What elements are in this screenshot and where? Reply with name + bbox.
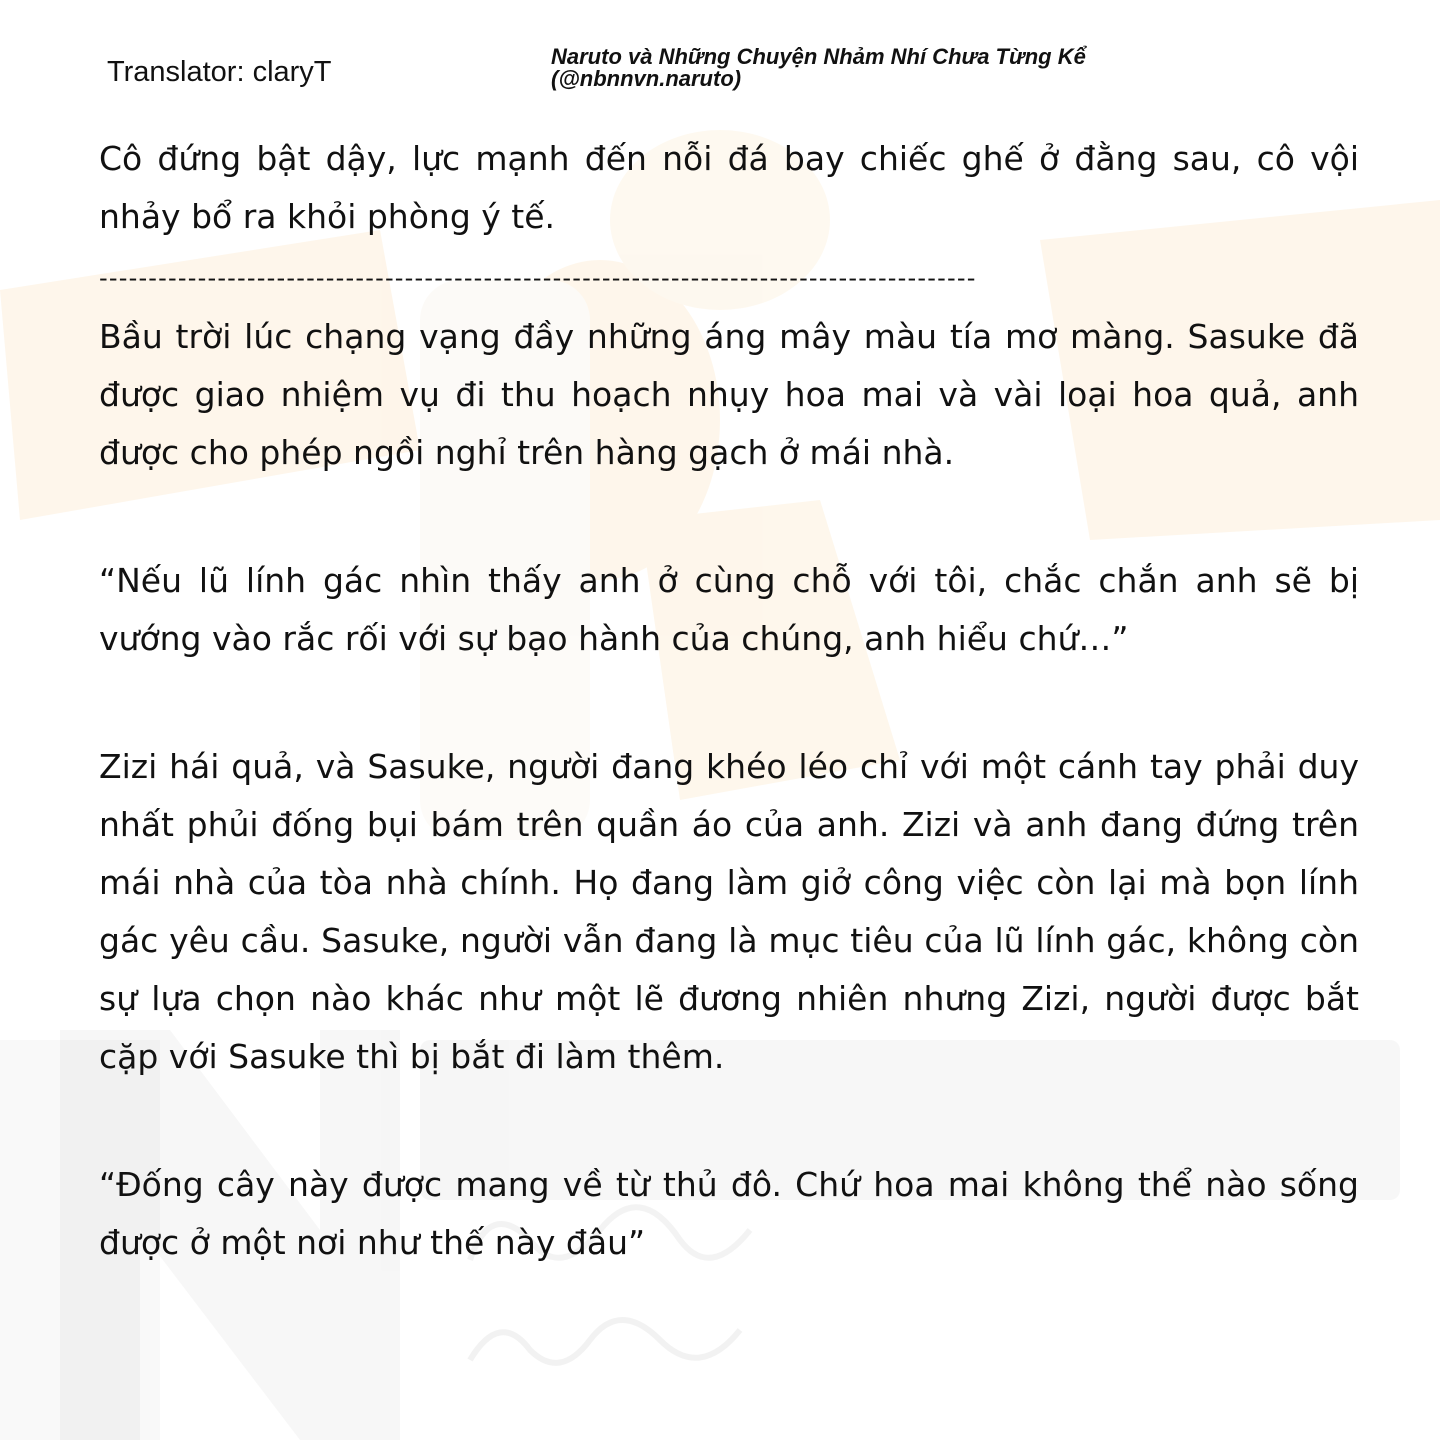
story-body (99, 130, 1359, 1272)
paragraph-5: “Đống cây này được mang về từ thủ đô. Chứ hoa mai không thể nào sống được ở một nơi như thế này đâu” (99, 1165, 1359, 1262)
paragraph-2: Bầu trời lúc chạng vạng đầy những áng mây màu tía mơ màng. Sasuke đã được giao nhiệm vụ đi thu hoạch nhụy hoa mai và vài loại hoa quả, anh được cho phép ngồi nghỉ trên hàng gạch ở mái nhà. (99, 317, 1359, 472)
paragraph-1: Cô đứng bật dậy, lực mạnh đến nỗi đá bay chiếc ghế ở đằng sau, cô vội nhảy bổ ra khỏi phòng ý tế. (99, 139, 1359, 236)
paragraph-4: Zizi hái quả, và Sasuke, người đang khéo léo chỉ với một cánh tay phải duy nhất phủi đống bụi bám trên quần áo của anh. Zizi và anh đang đứng trên mái nhà của tòa nhà chính. Họ đang làm giở công việc còn lại mà bọn lính gác yêu cầu. Sasuke, người vẫn đang là mục tiêu của lũ lính gác, không còn sự lựa chọn nào khác như một lẽ đương nhiên nhưng Zizi, người được bắt cặp với Sasuke thì bị bắt đi làm thêm. (99, 747, 1359, 1076)
series-credit (551, 46, 1251, 90)
paragraph-3: “Nếu lũ lính gác nhìn thấy anh ở cùng chỗ với tôi, chắc chắn anh sẽ bị vướng vào rắc rối với sự bạo hành của chúng, anh hiểu chứ…” (99, 561, 1359, 658)
scene-divider: ----------------------------------------------------------------------------------------- (99, 264, 977, 292)
series-handle: (@nbnnvn.naruto) (551, 66, 742, 91)
translator-credit: Translator: claryT (107, 56, 332, 88)
series-title: Naruto và Những Chuyện Nhảm Nhí Chưa Từng Kể (551, 44, 1086, 69)
